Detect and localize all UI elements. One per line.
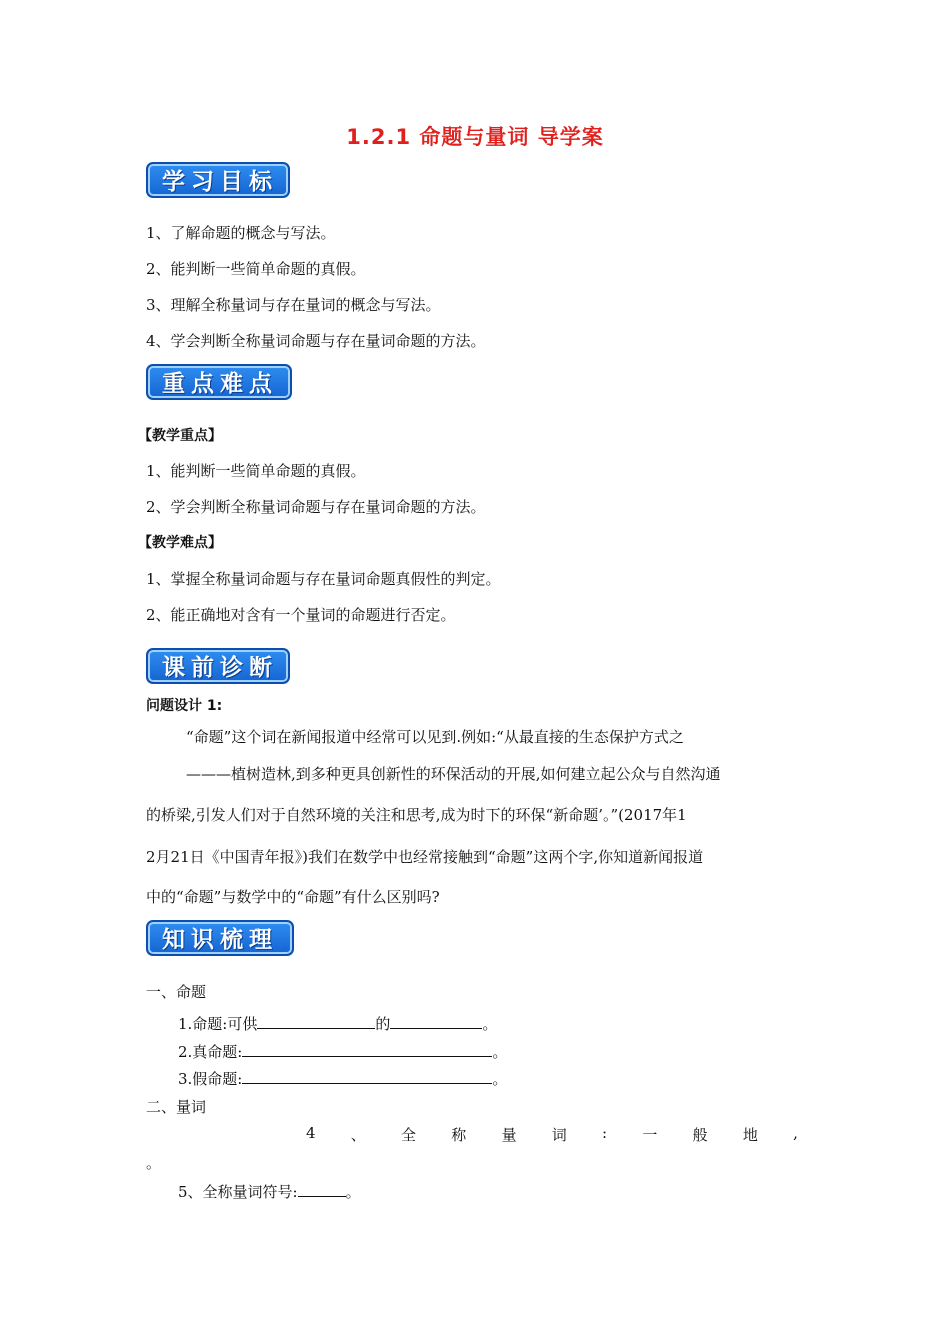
spread-char: 全 (401, 1126, 417, 1144)
spread-char: : (602, 1124, 608, 1142)
spread-char: 般 (692, 1126, 708, 1144)
teaching-difficulty-heading: 【教学难点】 (138, 535, 222, 551)
spread-char: , (793, 1124, 798, 1142)
problem-text-line: 2月21日《中国青年报》)我们在数学中也经常接触到“命题”这两个字,你知道新闻报道 (146, 848, 704, 866)
answer-blank[interactable] (298, 1182, 346, 1197)
line-end-period: 。 (146, 1154, 162, 1172)
answer-blank[interactable] (257, 1014, 375, 1029)
fill-text: 。 (492, 1070, 508, 1088)
answer-blank[interactable] (242, 1069, 492, 1084)
fill-text: 。 (482, 1015, 498, 1033)
fill-text: 的 (375, 1015, 391, 1033)
teaching-focus-heading: 【教学重点】 (138, 428, 222, 444)
answer-blank[interactable] (242, 1042, 492, 1057)
fill-item-false-proposition (178, 1068, 507, 1089)
fill-item-proposition (178, 1013, 497, 1034)
fill-text: 。 (492, 1043, 508, 1061)
problem-text-line: ———植树造林,到多种更具创新性的环保活动的开展,如何建立起公众与自然沟通 (186, 765, 721, 783)
answer-blank[interactable] (390, 1014, 482, 1029)
problem-text-line: 中的“命题”与数学中的“命题”有什么区别吗? (146, 888, 440, 906)
knowledge-part-heading: 一、命题 (146, 983, 207, 1001)
difficulty-item: 1、掌握全称量词命题与存在量词命题真假性的判定。 (146, 570, 501, 588)
fill-item-quantifier-symbol (178, 1181, 361, 1202)
objective-item: 4、学会判断全称量词命题与存在量词命题的方法。 (146, 332, 486, 350)
spread-char: 一 (642, 1126, 658, 1144)
fill-text: 3.假命题: (178, 1070, 243, 1088)
section-badge-knowledge: 知识梳理 (146, 920, 294, 956)
objective-item: 3、理解全称量词与存在量词的概念与写法。 (146, 296, 441, 314)
objective-item: 1、了解命题的概念与写法。 (146, 224, 336, 242)
fill-text: 1.命题:可供 (178, 1015, 258, 1033)
spread-char: 称 (451, 1126, 467, 1144)
fill-text: 2.真命题: (178, 1043, 243, 1061)
knowledge-part-heading: 二、量词 (146, 1098, 207, 1116)
spread-char: 、 (350, 1126, 366, 1144)
objective-item: 2、能判断一些简单命题的真假。 (146, 260, 366, 278)
section-badge-key-points: 重点难点 (146, 364, 292, 400)
spread-char: 4 (306, 1124, 316, 1142)
problem-text-line: “命题”这个词在新闻报道中经常可以见到.例如:“从最直接的生态保护方式之 (186, 728, 684, 746)
fill-text: 。 (345, 1183, 361, 1201)
spread-char: 词 (551, 1126, 567, 1144)
problem-text-line: 的桥梁,引发人们对于自然环境的关注和思考,成为时下的环保“新命题’。”(2017年1 (146, 806, 687, 824)
fill-text: 5、全称量词符号: (178, 1183, 298, 1201)
problem-heading: 问题设计 1: (146, 698, 223, 714)
section-badge-objectives: 学习目标 (146, 162, 290, 198)
difficulty-item: 2、能正确地对含有一个量词的命题进行否定。 (146, 606, 456, 624)
focus-item: 1、能判断一些简单命题的真假。 (146, 462, 366, 480)
page-title: 1.2.1 命题与量词 导学案 (346, 125, 604, 149)
section-badge-diagnosis: 课前诊断 (146, 648, 290, 684)
universal-quantifier-line (306, 1124, 798, 1145)
spread-char: 量 (501, 1126, 517, 1144)
spread-char: 地 (742, 1126, 758, 1144)
focus-item: 2、学会判断全称量词命题与存在量词命题的方法。 (146, 498, 486, 516)
fill-item-true-proposition (178, 1041, 507, 1062)
